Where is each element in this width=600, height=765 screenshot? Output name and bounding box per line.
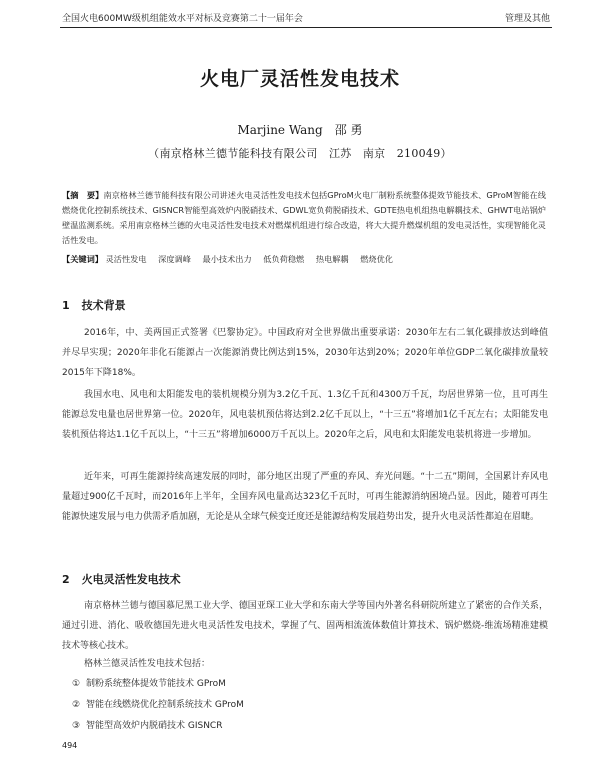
paragraph: 南京格林兰德与德国慕尼黑工业大学、德国亚琛工业大学和东南大学等国内外著名科研院所建立了紧密的合作关系，通过引进、消化、吸收德国先进火电灵活性发电技术，掌握了气、固两相流流体数值计算技术、锅炉燃烧-维流场精准建模技术等核心技术。 xyxy=(62,601,548,651)
page-number: 494 xyxy=(62,741,78,750)
section-number: 2 xyxy=(62,573,70,586)
list-item-text: 智能型高效炉内脱硝技术 GISNCR xyxy=(86,721,223,731)
paragraph: 我国水电、风电和太阳能发电的装机规模分别为3.2亿千瓦、1.3亿千瓦和4300万千瓦，均居世界第一位，且可再生能源总发电量也居世界第一位。2020年，风电装机预估将达到2.2亿千瓦以上，“十三五”将增加1亿千瓦左右；太阳能发电装机预估将达1.1亿千瓦以上，“十三五”将增加6000万千瓦以上。2020年之后，风电和太阳能发电装机将进一步增加。 xyxy=(62,390,548,440)
keyword: 热电解耦 xyxy=(315,254,349,264)
section-heading-1 xyxy=(62,297,126,313)
keyword: 灵活性发电 xyxy=(105,254,147,264)
header-conference: 全国火电600MW级机组能效水平对标及竞赛第二十一届年会 xyxy=(62,14,303,24)
paragraph: 格林兰德灵活性发电技术包括： xyxy=(84,659,211,669)
paragraph: 2016年，中、美两国正式签署《巴黎协定》。中国政府对全世界做出重要承诺：2030年左右二氧化碳排放达到峰值并尽早实现；2020年非化石能源占一次能源消费比例达到15%，2030年达到20%；2020年单位GDP二氧化碳排放量较2015年下降18%。 xyxy=(62,328,548,378)
header-section: 管理及其他 xyxy=(504,14,550,24)
list-marker: ② xyxy=(72,700,81,710)
header-rule xyxy=(60,27,552,28)
author-line: Marjine Wang 邵 勇 xyxy=(237,123,363,137)
keyword: 燃烧优化 xyxy=(360,254,393,264)
paper-title: 火电厂灵活性发电技术 xyxy=(199,68,400,90)
section-heading-2 xyxy=(62,571,181,587)
keyword: 深度调峰 xyxy=(158,254,191,264)
abstract-text: 南京格林兰德节能科技有限公司讲述火电灵活性发电技术包括GProM火电厂制粉系统整体提效节能技术、GProM智能在线燃烧优化控制系统技术、GISNCR智能型高效炉内脱硝技术、GDWL宽负荷脱硝技术、GDTE热电机组热电解耦技术、GHWT电站锅炉壁温监测系统。采用南京格林兰德的火电灵活性发电技术对燃煤机组进行综合改造，将大大提升燃煤机组的发电灵活性，实现智能化灵活性发电。 xyxy=(62,190,546,245)
list-item xyxy=(72,674,244,695)
abstract xyxy=(62,188,546,248)
list-marker: ③ xyxy=(72,721,81,731)
keyword: 最小技术出力 xyxy=(202,254,252,264)
list-item-text: 智能在线燃烧优化控制系统技术 GProM xyxy=(86,700,244,710)
keywords-label: 【关键词】 xyxy=(62,254,103,264)
abstract-label: 【摘 要】 xyxy=(62,190,104,200)
technology-list xyxy=(72,674,244,737)
affiliation: （南京格林兰德节能科技有限公司 江苏 南京 210049） xyxy=(148,147,452,160)
keywords xyxy=(62,252,546,266)
list-marker: ① xyxy=(72,679,81,689)
keyword: 低负荷稳燃 xyxy=(263,254,305,264)
running-header xyxy=(62,11,550,25)
section-number: 1 xyxy=(62,299,70,312)
paragraph: 近年来，可再生能源持续高速发展的同时，部分地区出现了严重的弃风、弃光问题。“十二五”期间，全国累计弃风电量超过900亿千瓦时，而2016年上半年，全国弃风电量高达323亿千瓦时，可再生能源消纳困境凸显。因此，随着可再生能源快速发展与电力供需矛盾加剧，无论是从全球气候变迁度还是能源结构发展趋势出发，提升火电灵活性都迫在眉睫。 xyxy=(62,472,548,522)
list-item-text: 制粉系统整体提效节能技术 GProM xyxy=(86,679,226,689)
list-item xyxy=(72,716,244,737)
list-item xyxy=(72,695,244,716)
section-title: 技术背景 xyxy=(81,299,126,312)
section-title: 火电灵活性发电技术 xyxy=(81,573,181,586)
